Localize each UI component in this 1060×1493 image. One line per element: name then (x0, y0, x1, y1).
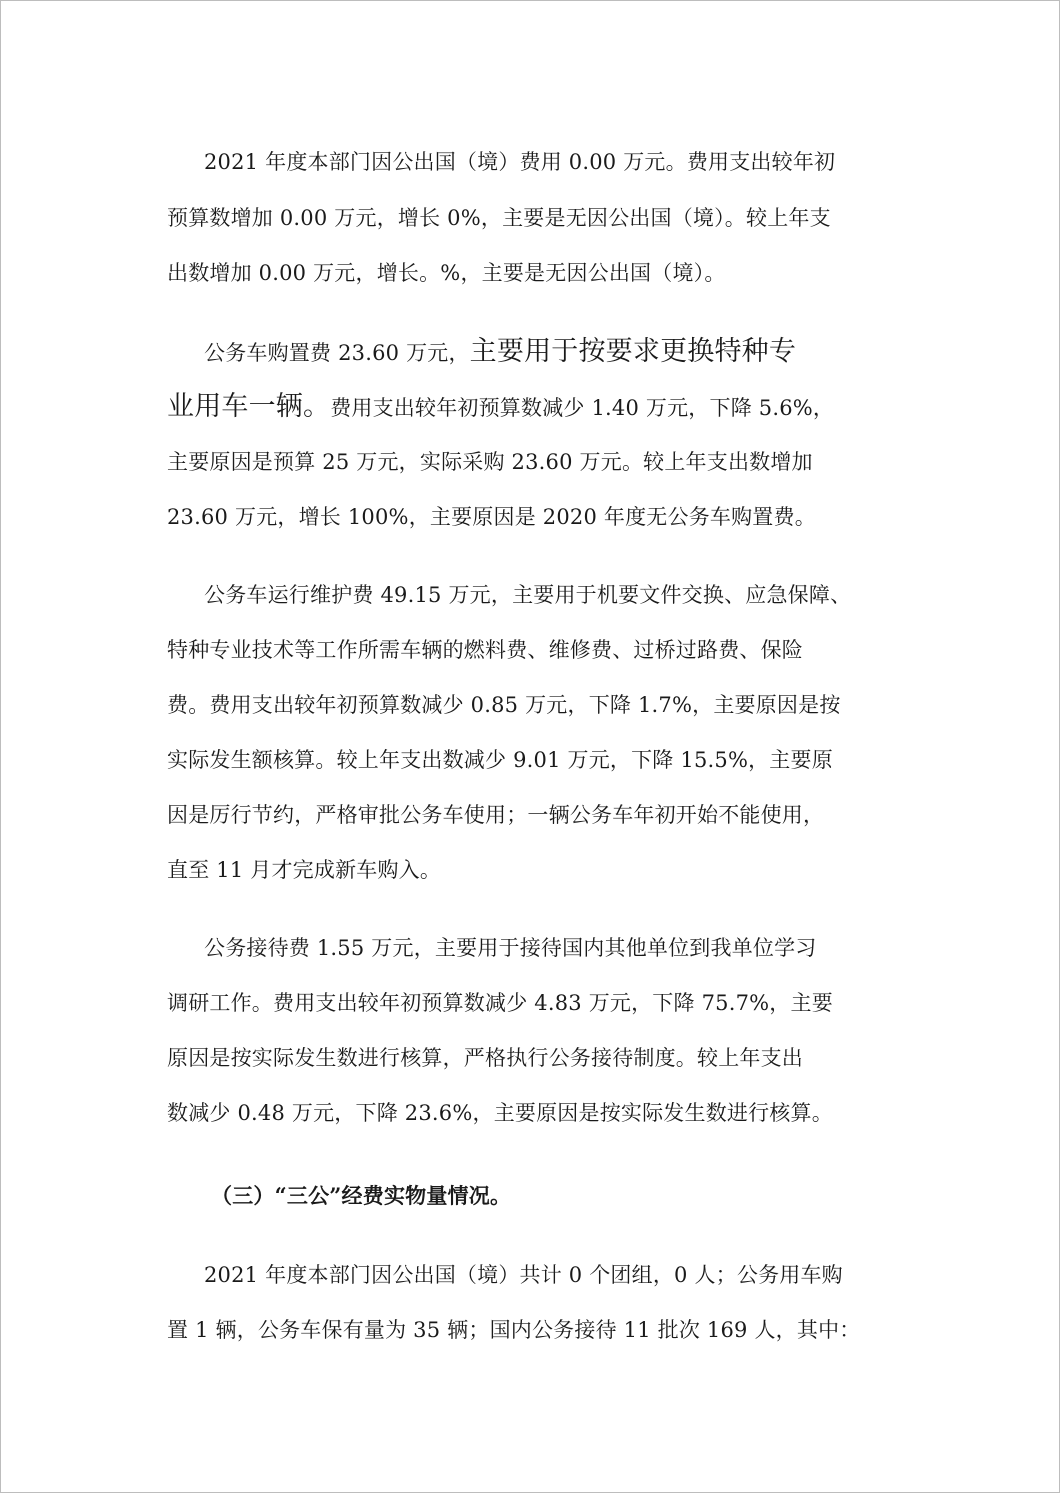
paragraph-3-line-2: 特种专业技术等工作所需车辆的燃料费、维修费、过桥过路费、保险 (167, 638, 803, 662)
paragraph-2-line-2-part-b: 费用支出较年初预算数减少 1.40 万元，下降 5.6%， (330, 396, 835, 420)
paragraph-2-line-2 (167, 392, 834, 423)
paragraph-2-line-4: 23.60 万元，增长 100%，主要原因是 2020 年度无公务车购置费。 (167, 505, 816, 529)
paragraph-2-line-3: 主要原因是预算 25 万元，实际采购 23.60 万元。较上年支出数增加 (167, 450, 813, 474)
paragraph-3-line-3: 费。费用支出较年初预算数减少 0.85 万元，下降 1.7%，主要原因是按 (167, 693, 841, 717)
paragraph-4-line-1: 公务接待费 1.55 万元，主要用于接待国内其他单位到我单位学习 (204, 936, 817, 960)
paragraph-3-line-1: 公务车运行维护费 49.15 万元，主要用于机要文件交换、应急保障、 (204, 583, 852, 607)
paragraph-2-line-1 (204, 337, 796, 368)
paragraph-3-line-4: 实际发生额核算。较上年支出数减少 9.01 万元，下降 15.5%，主要原 (167, 748, 833, 772)
paragraph-2-line-1-part-b: 主要用于按要求更换特种专 (469, 336, 797, 367)
section-heading: （三）“三公”经费实物量情况。 (211, 1183, 512, 1208)
paragraph-3-line-6: 直至 11 月才完成新车购入。 (167, 858, 442, 882)
paragraph-5-line-2: 置 1 辆，公务车保有量为 35 辆；国内公务接待 11 批次 169 人，其中： (167, 1318, 861, 1342)
paragraph-1-line-1: 2021 年度本部门因公出国（境）费用 0.00 万元。费用支出较年初 (204, 150, 836, 174)
paragraph-5-line-1: 2021 年度本部门因公出国（境）共计 0 个团组，0 人；公务用车购 (204, 1263, 843, 1287)
paragraph-4-line-4: 数减少 0.48 万元，下降 23.6%，主要原因是按实际发生数进行核算。 (167, 1101, 833, 1125)
paragraph-2-line-1-part-a: 公务车购置费 23.60 万元， (204, 341, 470, 365)
paragraph-1-line-3: 出数增加 0.00 万元，增长。%，主要是无因公出国（境）。 (167, 261, 726, 285)
paragraph-1-line-2: 预算数增加 0.00 万元，增长 0%，主要是无因公出国（境）。较上年支 (167, 206, 831, 230)
paragraph-2-line-2-part-a: 业用车一辆。 (167, 391, 331, 422)
paragraph-4-line-2: 调研工作。费用支出较年初预算数减少 4.83 万元，下降 75.7%，主要 (167, 991, 833, 1015)
paragraph-3-line-5: 因是厉行节约，严格审批公务车使用；一辆公务车年初开始不能使用， (167, 803, 825, 827)
paragraph-4-line-3: 原因是按实际发生数进行核算，严格执行公务接待制度。较上年支出 (167, 1046, 803, 1070)
